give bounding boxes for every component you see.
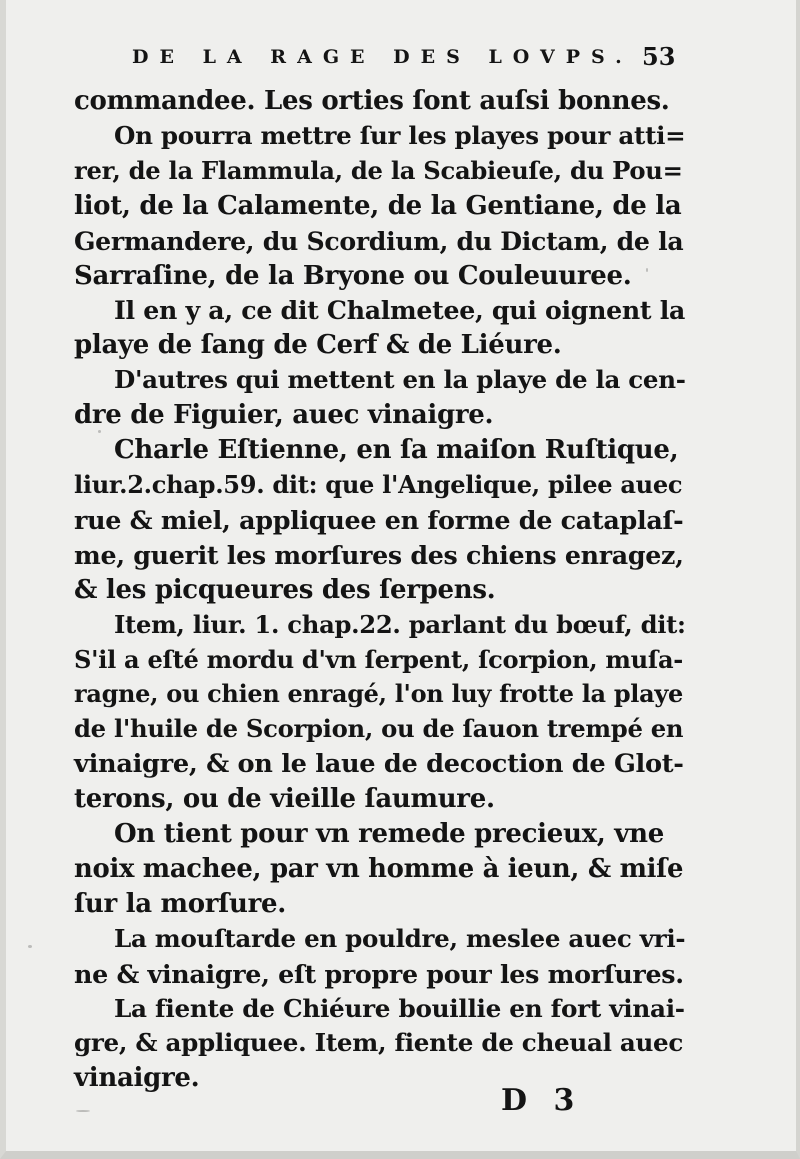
text-line: terons, ou de vieille ſaumure.	[74, 784, 495, 815]
text-line: noix machee, par vn homme à ieun, & miſe	[74, 853, 684, 884]
text-line: commandee. Les orties ſont auſsi bonnes.	[74, 86, 670, 116]
text-line: liur.2.chap.59. dit: que l'Angelique, pilee auec	[74, 469, 683, 499]
paper-speck	[28, 945, 32, 948]
text-line: playe de ſang de Cerf & de Liéure.	[74, 330, 562, 361]
text-line: La fiente de Chiéure bouillie en fort vinai-	[114, 993, 685, 1023]
signature-mark: D 3	[501, 1083, 583, 1118]
text-line: ſur la morſure.	[74, 888, 287, 919]
text-line: rue & miel, appliquee en forme de cataplaſ-	[74, 504, 684, 535]
page-number: 53	[642, 42, 676, 71]
text-line: La mouſtarde en pouldre, meslee auec vri-	[114, 923, 686, 953]
text-line: vinaigre.	[74, 1063, 200, 1094]
text-line: de l'huile de Scorpion, ou de ſauon trempé en	[74, 714, 684, 744]
text-line: & les picqueures des ſerpens.	[74, 574, 496, 605]
text-line: liot, de la Calamente, de la Gentiane, de la	[74, 190, 682, 221]
text-line: Charle Eſtienne, en ſa maiſon Ruſtique,	[114, 435, 679, 466]
text-line: rer, de la Flammula, de la Scabieuſe, du Pou=	[74, 155, 683, 185]
text-line: On pourra mettre ſur les playes pour atti=	[114, 120, 686, 150]
text-line: Item, liur. 1. chap.22. parlant du bœuf, dit:	[114, 609, 686, 639]
text-line: ne & vinaigre, eſt propre pour les morſures.	[74, 958, 684, 989]
text-line: vinaigre, & on le laue de decoction de Glot-	[74, 749, 684, 780]
text-line: Il en y a, ce dit Chalmetee, qui oignent la	[114, 295, 685, 326]
text-line: dre de Figuier, auec vinaigre.	[74, 400, 494, 431]
body-text	[74, 84, 686, 1096]
text-line: Germandere, du Scordium, du Dictam, de la	[74, 225, 684, 256]
text-line: Sarraſine, de la Bryone ou Couleuuree.	[74, 260, 632, 291]
running-head: DE LA RAGE DES LOVPS.	[132, 46, 633, 68]
paper-speck	[646, 268, 648, 272]
paper-speck	[76, 1110, 90, 1112]
text-line: me, guerit les morſures des chiens enragez,	[74, 539, 684, 570]
text-line: D'autres qui mettent en la playe de la cen-	[114, 365, 686, 395]
text-line: ragne, ou chien enragé, l'on luy frotte la playe	[74, 679, 683, 709]
text-line: gre, & appliquee. Item, fiente de cheual auec	[74, 1028, 684, 1058]
text-line: S'il a eſté mordu d'vn ſerpent, ſcorpion, muſa-	[74, 644, 683, 674]
text-line: On tient pour vn remede precieux, vne	[114, 819, 664, 850]
paper-speck	[98, 430, 101, 433]
